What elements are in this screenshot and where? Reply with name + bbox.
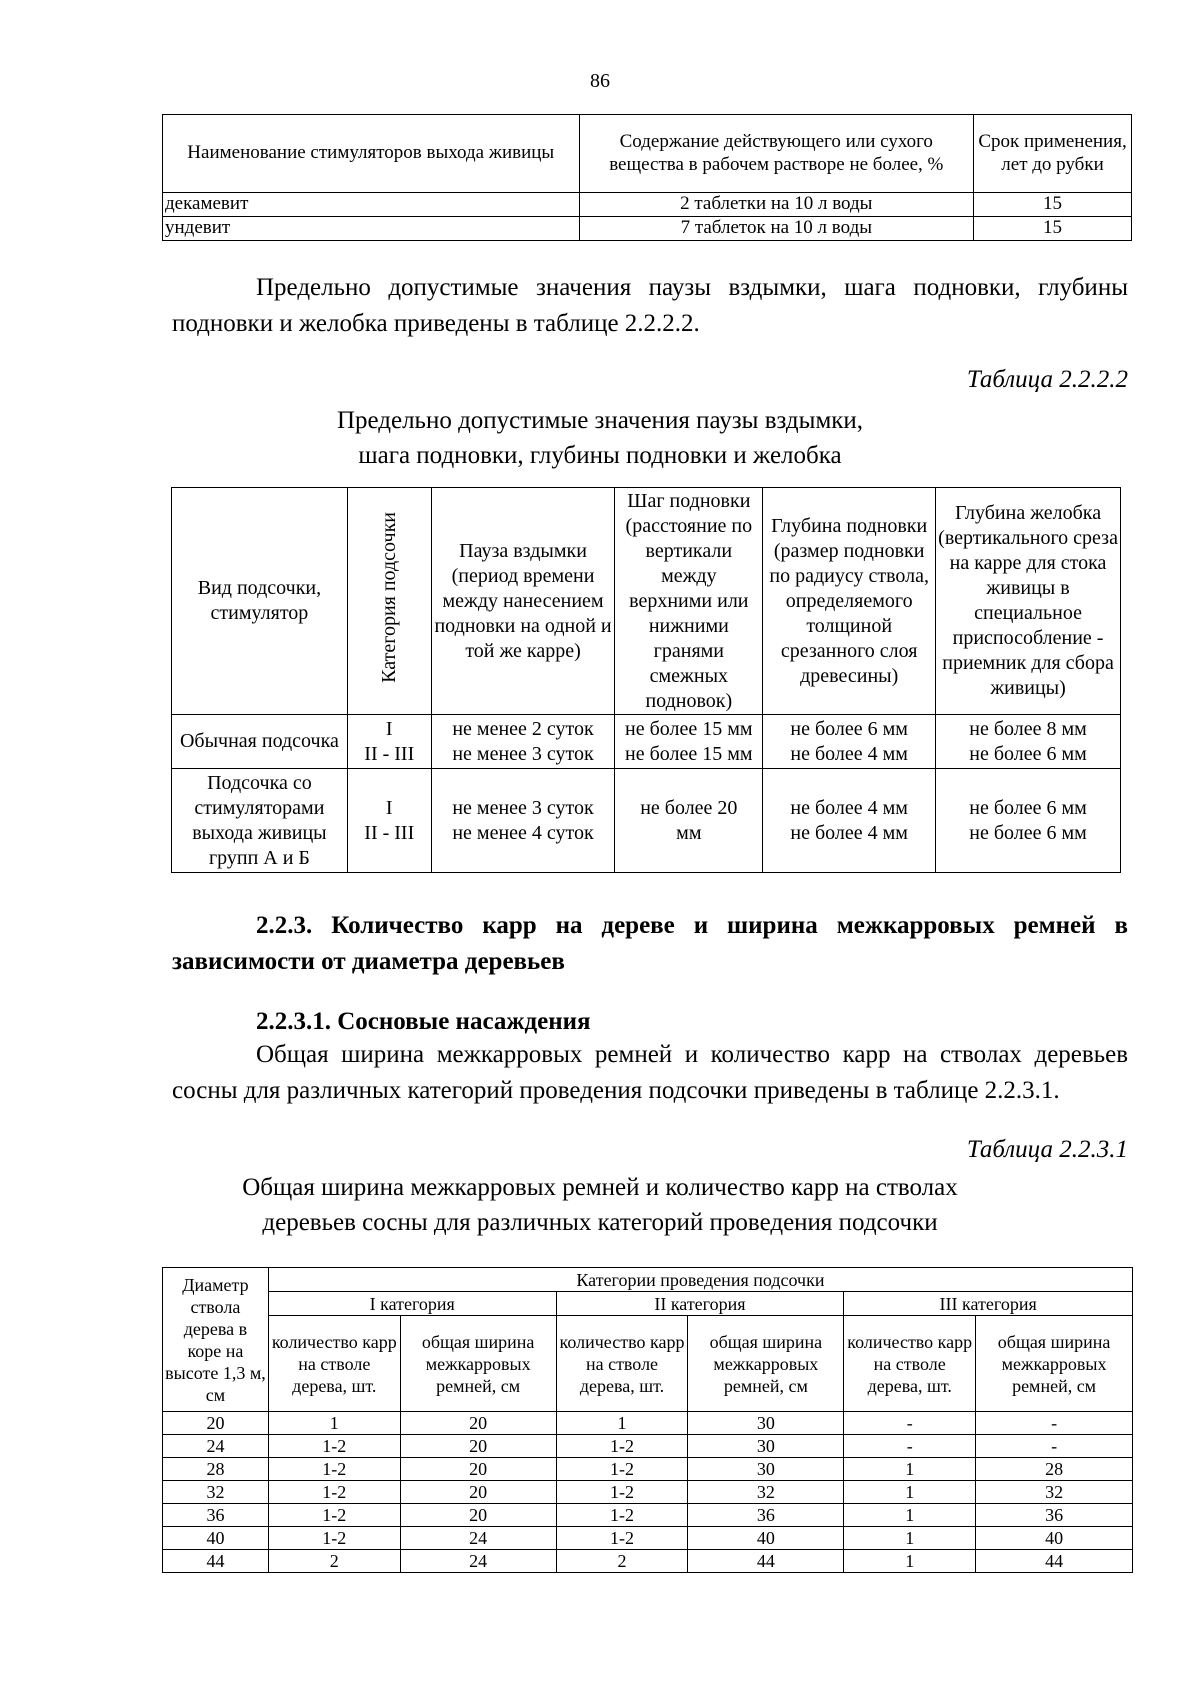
table-header-cell: Шаг подновки (расстояние по вертикали между верхними или нижними гранями смежных подновок) — [615, 488, 763, 715]
table-cell: 20 — [400, 1481, 556, 1504]
table-cell: - — [976, 1435, 1133, 1458]
table-header-cell: Категории проведения подсочки — [268, 1268, 1132, 1292]
table-cell: 44 — [163, 1550, 269, 1573]
table-cell: 1-2 — [268, 1504, 400, 1527]
table-cell: 44 — [688, 1550, 844, 1573]
table-cell — [763, 715, 936, 769]
table-cell: 1 — [556, 1412, 688, 1435]
table-header-cell: Срок применения, лет до рубки — [974, 115, 1132, 193]
cell-line: не более 6 мм — [969, 796, 1087, 819]
table-cell: 1 — [844, 1550, 976, 1573]
table-cell: 36 — [688, 1504, 844, 1527]
pine-stands-table — [162, 1267, 1133, 1573]
table-cell: 20 — [400, 1458, 556, 1481]
table-cell: 1-2 — [556, 1435, 688, 1458]
table-cell: 28 — [976, 1458, 1133, 1481]
table-row — [163, 1458, 1133, 1481]
table-label: Таблица 2.2.2.2 — [966, 366, 1128, 393]
table-cell: 15 — [974, 217, 1132, 241]
table-cell: 1 — [844, 1458, 976, 1481]
table-cell: - — [844, 1435, 976, 1458]
cell-line: не более 6 мм — [969, 742, 1087, 765]
table-cell: 1-2 — [556, 1527, 688, 1550]
table-row — [163, 193, 1132, 217]
table-cell: 1-2 — [556, 1481, 688, 1504]
table-title — [0, 403, 1200, 473]
page-number: 86 — [590, 70, 610, 92]
cell-line: I — [385, 796, 393, 819]
table-header-cell: общая ширина межкарровых ремней, см — [688, 1316, 844, 1412]
table-header-cell: Диаметр ствола дерева в коре на высоте 1,3 м, см — [163, 1268, 269, 1412]
table-cell: 2 — [556, 1550, 688, 1573]
cell-line: не более 15 мм — [625, 717, 753, 740]
table-cell: 1 — [268, 1412, 400, 1435]
table-cell: 20 — [400, 1435, 556, 1458]
table-cell: Подсочка со стимуляторами выхода живицы групп А и Б — [172, 769, 348, 873]
table-cell: 32 — [976, 1481, 1133, 1504]
cell-line: не более 6 мм — [790, 717, 908, 740]
rotated-header: Категория подсочки — [377, 512, 400, 683]
section-heading: 2.2.3. Количество карр на дереве и ширина межкарровых ремней в зависимости от диаметра деревьев — [172, 912, 1128, 975]
cell-line: не менее 2 суток — [452, 717, 594, 740]
table-title — [0, 1170, 1200, 1240]
table-cell: 44 — [976, 1550, 1133, 1573]
cell-line: не более 4 мм — [790, 742, 908, 765]
table-cell: 1 — [844, 1481, 976, 1504]
cell-line: не менее 3 суток — [452, 742, 594, 765]
cell-line: не более 6 мм — [969, 821, 1087, 844]
table-cell: 36 — [976, 1504, 1133, 1527]
cell-line: не более 4 мм — [790, 796, 908, 819]
table-row — [172, 769, 1121, 873]
table-header-row — [163, 1268, 1133, 1292]
table-cell: 32 — [688, 1481, 844, 1504]
table-cell: 24 — [400, 1550, 556, 1573]
stimulators-table — [162, 114, 1132, 241]
table-header-cell: III категория — [844, 1292, 1133, 1316]
table-header-cell: общая ширина межкарровых ремней, см — [976, 1316, 1133, 1412]
table-header-cell: общая ширина межкарровых ремней, см — [400, 1316, 556, 1412]
table-title-line: шага подновки, глубины подновки и желобка — [358, 442, 842, 469]
table-cell: 20 — [400, 1412, 556, 1435]
table-cell: 28 — [163, 1458, 269, 1481]
paragraph: Предельно допустимые значения паузы вздымки, шага подновки, глубины подновки и желобка приведены в таблице 2.2.2.2. — [172, 274, 1128, 337]
table-cell: 40 — [688, 1527, 844, 1550]
table-header-cell: Вид подсочки, стимулятор — [172, 488, 348, 715]
tapping-limits-table — [171, 487, 1121, 873]
table-cell — [431, 769, 615, 873]
cell-line: не менее 4 суток — [452, 821, 594, 844]
cell-line: не более 8 мм — [969, 717, 1087, 740]
cell-line: не менее 3 суток — [452, 796, 594, 819]
table-cell: 2 — [268, 1550, 400, 1573]
cell-line: не более 4 мм — [790, 821, 908, 844]
table-cell: 2 таблетки на 10 л воды — [579, 193, 974, 217]
table-header-cell: II категория — [556, 1292, 844, 1316]
table-row — [163, 1504, 1133, 1527]
table-header-row — [163, 1292, 1133, 1316]
table-header-cell: количество карр на стволе дерева, шт. — [556, 1316, 688, 1412]
cell-line: II - III — [364, 742, 415, 765]
table-cell: Обычная подсочка — [172, 715, 348, 769]
table-cell — [347, 715, 431, 769]
table-cell: 24 — [163, 1435, 269, 1458]
table-cell: 30 — [688, 1412, 844, 1435]
table-cell — [615, 715, 763, 769]
table-row — [163, 1412, 1133, 1435]
table-cell — [936, 715, 1121, 769]
table-title-line: Общая ширина межкарровых ремней и количество карр на стволах — [242, 1174, 958, 1201]
table-cell: 32 — [163, 1481, 269, 1504]
table-cell: 36 — [163, 1504, 269, 1527]
table-header-cell: I категория — [268, 1292, 556, 1316]
table-cell: декамевит — [163, 193, 580, 217]
table-cell: не более 20 мм — [615, 769, 763, 873]
table-cell: - — [844, 1412, 976, 1435]
table-cell — [347, 769, 431, 873]
paragraph: Общая ширина межкарровых ремней и количество карр на стволах деревьев сосны для различных категорий проведения подсочки приведены в таблице 2.2.3.1. — [172, 1041, 1128, 1104]
table-cell — [936, 769, 1121, 873]
table-cell: 1 — [844, 1504, 976, 1527]
table-cell: 20 — [163, 1412, 269, 1435]
table-header-cell: Глубина подновки (размер подновки по радиусу ствола, определяемого толщиной срезанного слоя древесины) — [763, 488, 936, 715]
table-header-row — [163, 1316, 1133, 1412]
table-cell: 15 — [974, 193, 1132, 217]
table-header-cell: Наименование стимуляторов выхода живицы — [163, 115, 580, 193]
table-row — [172, 715, 1121, 769]
table-header-row — [163, 115, 1132, 193]
table-cell: 30 — [688, 1435, 844, 1458]
table-row — [163, 217, 1132, 241]
cell-line: не более 15 мм — [625, 742, 753, 765]
table-label: Таблица 2.2.3.1 — [966, 1136, 1128, 1163]
table-row — [163, 1435, 1133, 1458]
table-header-cell: Содержание действующего или сухого вещества в рабочем растворе не более, % — [579, 115, 974, 193]
table-cell: 24 — [400, 1527, 556, 1550]
table-header-cell: Пауза вздымки (период времени между нанесением подновки на одной и той же карре) — [431, 488, 615, 715]
subsection-heading: 2.2.3.1. Сосновые насаждения — [256, 1008, 591, 1035]
table-header-cell — [347, 488, 431, 715]
table-header-cell: количество карр на стволе дерева, шт. — [844, 1316, 976, 1412]
cell-line: I — [385, 717, 393, 740]
table-cell: 1-2 — [268, 1435, 400, 1458]
table-cell: 30 — [688, 1458, 844, 1481]
table-header-row — [172, 488, 1121, 715]
table-cell: 1-2 — [268, 1458, 400, 1481]
table-cell: ундевит — [163, 217, 580, 241]
table-header-cell: количество карр на стволе дерева, шт. — [268, 1316, 400, 1412]
table-body — [163, 1412, 1133, 1573]
table-cell: 20 — [400, 1504, 556, 1527]
cell-line: II - III — [364, 821, 415, 844]
table-header-cell: Глубина желобка (вертикального среза на карре для стока живицы в специальное приспособление - приемник для сбора живицы) — [936, 488, 1121, 715]
table-cell — [763, 769, 936, 873]
table-cell: 40 — [976, 1527, 1133, 1550]
table-cell: 7 таблеток на 10 л воды — [579, 217, 974, 241]
table-cell: 1-2 — [268, 1527, 400, 1550]
table-cell: 40 — [163, 1527, 269, 1550]
table-cell: 1-2 — [556, 1458, 688, 1481]
table-cell: 1 — [844, 1527, 976, 1550]
table-row — [163, 1550, 1133, 1573]
table-cell: - — [976, 1412, 1133, 1435]
table-cell: 1-2 — [268, 1481, 400, 1504]
table-title-line: деревьев сосны для различных категорий проведения подсочки — [262, 1209, 938, 1236]
table-cell: 1-2 — [556, 1504, 688, 1527]
table-row — [163, 1527, 1133, 1550]
table-cell — [431, 715, 615, 769]
table-row — [163, 1481, 1133, 1504]
table-title-line: Предельно допустимые значения паузы вздымки, — [336, 407, 864, 434]
